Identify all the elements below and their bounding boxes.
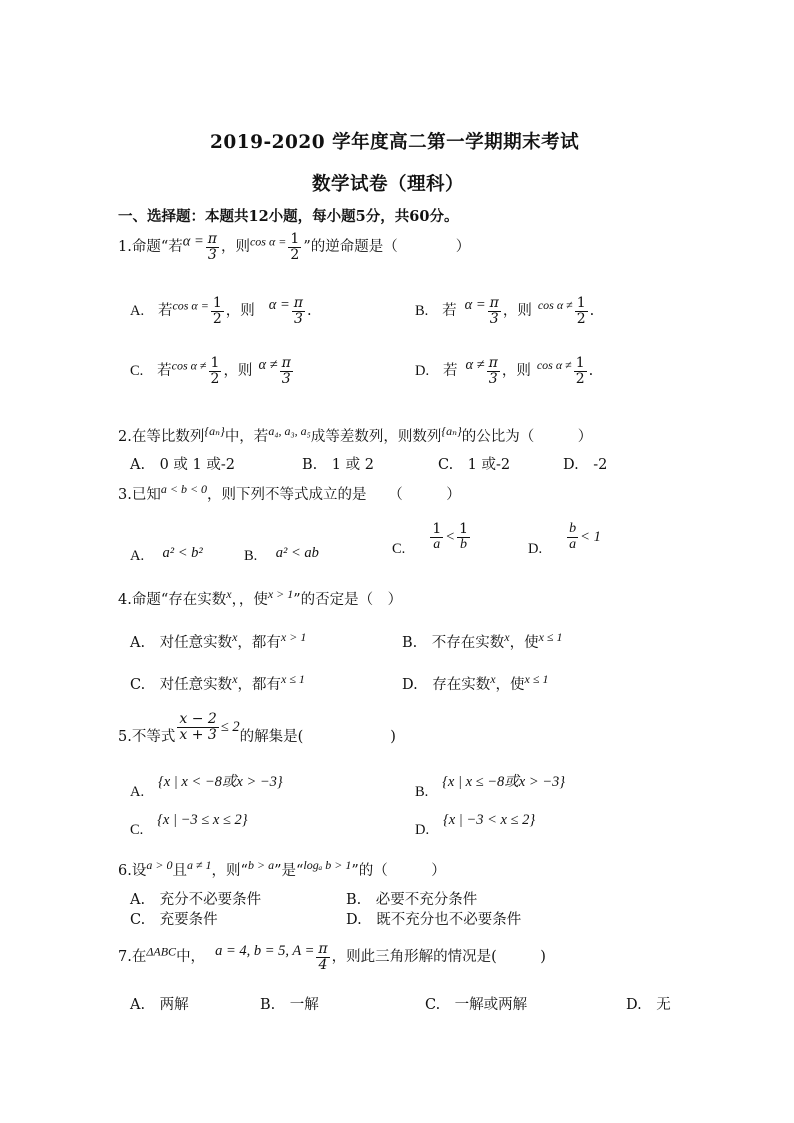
q1-alpha: α =: [182, 233, 204, 250]
q3-option-a: A. a² < b²: [130, 545, 203, 564]
q4-option-c: C. 对任意实数$^x$，都有$^{x \le 1}$: [130, 672, 305, 693]
question-2: 2.在等比数列$^{\{a_n\}}$中，若$^{a_4, a_3, a_5}$成等差数列，则数列$^{\{a_n\}}$的公比为（ ）: [118, 424, 593, 445]
section-heading: 一、选择题：本题共12小题，每小题5分，共60分。: [118, 208, 459, 225]
q1-cos: cos α =: [249, 234, 287, 249]
q2-option-a: A. 0 或 1 或-2: [130, 457, 235, 473]
q3-option-c: C. $\frac{1}{a}$ < $\frac{1}{b}$: [392, 521, 468, 558]
page-subtitle: 数学试卷（理科）: [312, 174, 465, 195]
q7-option-b: B. 一解: [260, 997, 319, 1013]
q5-option-c: C. {x | −3 ≤ x ≤ 2}: [130, 812, 248, 838]
question-6: 6.设$^{a > 0}$且$^{a \ne 1}$，则“$^{b > a}$”是“$^{log_a b > 1}$”的（ ）: [118, 858, 446, 879]
q3-cond: a < b < 0: [160, 482, 208, 496]
q2-seq: {aₙ}: [204, 424, 225, 438]
page-title: 2019-2020 学年度高二第一学期期末考试: [210, 132, 580, 153]
q2-option-d: D. -2: [563, 457, 608, 473]
q5-option-a: A. {x | x < −8或x > −3}: [130, 774, 283, 800]
q7-option-c: C. 一解或两解: [425, 997, 528, 1013]
q7-option-d: D. 无: [626, 997, 671, 1013]
q2-option-c: C. 1 或-2: [438, 457, 511, 473]
q1-then: ，则: [220, 239, 250, 256]
q2-terms: a₄, a₃, a₅: [268, 424, 311, 438]
q1-option-d: D. 若 α ≠ $\frac{\pi}{3}$ ，则 $^{cos \alpha \ne}$ $\frac{1}{2}$ .: [415, 355, 594, 387]
q1-text: 1.命题“若: [118, 239, 183, 256]
question-7: 7.在$^{\Delta ABC}$中， a = 4, b = 5, A = $\frac{\pi}{4}$ ，则此三角形解的情况是( ): [118, 941, 546, 973]
q1-option-c: C. 若$^{cos \alpha \ne}$ $\frac{1}{2}$ ，则 α ≠ $\frac{\pi}{3}$: [130, 355, 291, 387]
q4-option-b: B. 不存在实数$^x$，使$^{x \le 1}$: [402, 630, 563, 651]
question-1: [118, 232, 470, 262]
q4-option-a: A. 对任意实数$^x$，都有$^{x > 1}$: [130, 630, 307, 651]
q1-tail: ”的逆命题是（ ）: [303, 239, 471, 256]
q2-option-b: B. 1 或 2: [302, 457, 374, 473]
question-5: 5.不等式 $\frac{x - 2}{x + 3}$ ≤ 2的解集是( ): [118, 711, 396, 746]
q7-option-a: A. 两解: [130, 997, 189, 1013]
q1-frac-pi3: $\frac{\pi}{3}$: [207, 231, 217, 263]
q6-option-a: A. 充分不必要条件: [130, 892, 262, 908]
q6-option-d: D. 既不充分也不必要条件: [346, 912, 522, 928]
q1-option-a: A. 若$^{cos \alpha =}$ $\frac{1}{2}$ ，则 α = $\frac{\pi}{3}$ .: [130, 295, 312, 327]
q5-option-b: B. {x | x ≤ −8或x > −3}: [415, 774, 566, 800]
question-3: 3.已知$^{a < b < 0}$，则下列不等式成立的是 （ ）: [118, 482, 461, 503]
q6-option-c: C. 充要条件: [130, 912, 218, 928]
q1-frac-half: $\frac{1}{2}$: [290, 231, 300, 263]
q1-option-b: B. 若 α = $\frac{\pi}{3}$ ，则 $^{cos \alpha \ne}$ $\frac{1}{2}$ .: [415, 295, 595, 327]
q5-option-d: D. {x | −3 < x ≤ 2}: [415, 812, 536, 838]
q6-option-b: B. 必要不充分条件: [346, 892, 478, 908]
q3-option-b: B. a² < ab: [244, 545, 319, 564]
question-4: 4.命题“存在实数$^x$，，使$^{x > 1}$”的否定是（ ）: [118, 587, 403, 608]
q3-option-d: D. $\frac{b}{a}$ < 1: [528, 521, 601, 558]
q4-option-d: D. 存在实数$^x$，使$^{x \le 1}$: [402, 672, 549, 693]
